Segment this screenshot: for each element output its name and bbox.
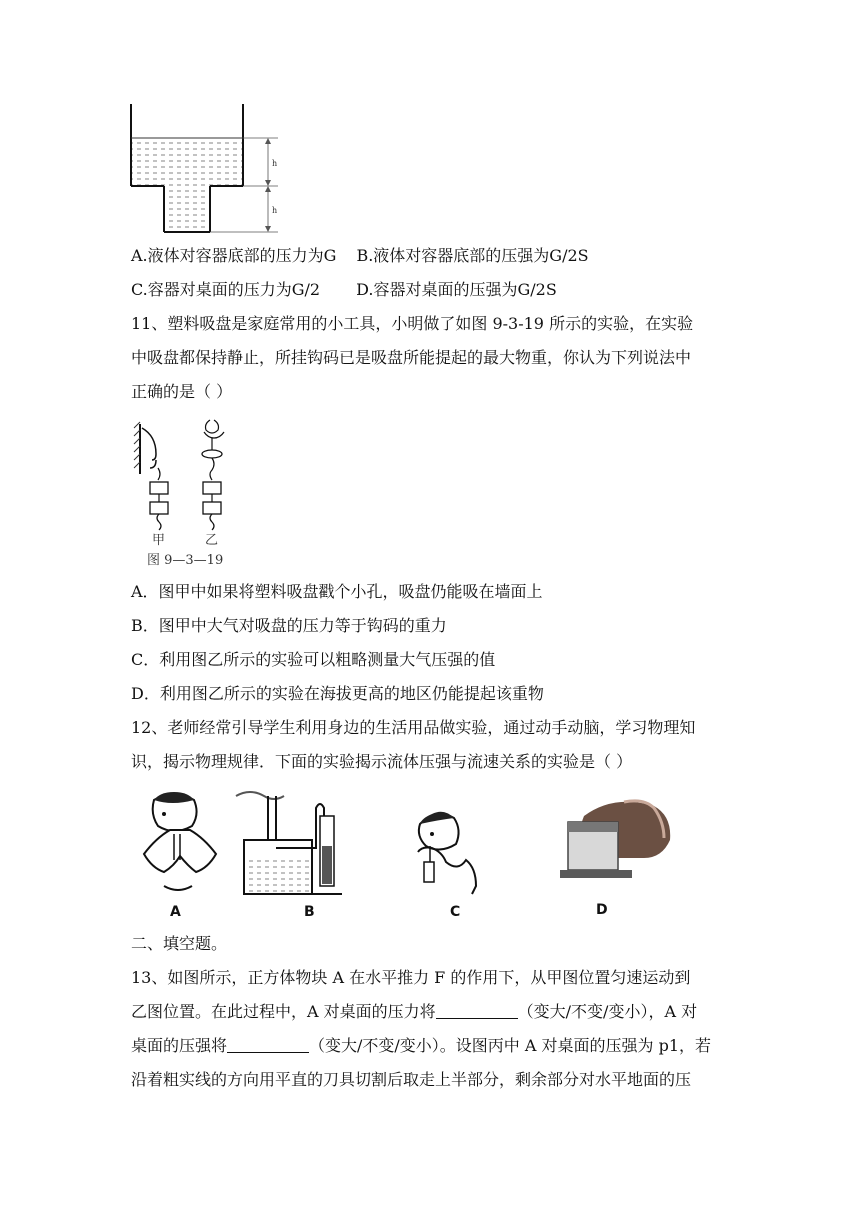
label-yi: 乙 [205,533,219,548]
label-a: A [170,904,181,920]
label-d: D [596,902,608,916]
q13-text-2b: （变大/不变/变小），A 对 [517,1002,698,1021]
label-c: C [450,904,461,920]
h-label-bottom: h [272,206,278,215]
q11-stem-line-3: 正确的是（ ） [131,382,233,401]
q11-stem-line-2: 中吸盘都保持静止，所挂钩码已是吸盘所能提起的最大物重，你认为下列说法中 [131,348,692,367]
q10-option-c: C.容器对桌面的压力为G/2 [131,280,321,299]
label-jia: 甲 [152,533,166,548]
q13-stem-line-1: 13、如图所示，正方体物块 A 在水平推力 F 的作用下，从甲图位置匀速运动到 [131,968,691,987]
experiment-d-figure [554,796,674,916]
q11-option-a: A．图甲中如果将塑料吸盘戳个小孔，吸盘仍能吸在墙面上 [131,582,543,601]
q10-options-row-2 [131,280,557,300]
label-b: B [304,904,315,920]
figure-caption: 图 9—3—19 [147,553,224,568]
suction-cup-figure [130,414,240,574]
answer-blank-2[interactable] [227,1036,309,1053]
section-fill-in-title: 二、填空题。 [131,934,228,953]
experiment-a-figure [134,790,222,920]
q13-stem-line-3 [131,1036,711,1056]
q11-option-d: D．利用图乙所示的实验在海拔更高的地区仍能提起该重物 [131,684,544,703]
experiment-c-figure [410,806,496,920]
q11-stem-line-1: 11、塑料吸盘是家庭常用的小工具，小明做了如图 9-3-19 所示的实验，在实验 [131,314,694,333]
q13-text-3b: （变大/不变/变小）。设图丙中 A 对桌面的压强为 p1，若 [309,1036,712,1055]
q11-option-b: B．图甲中大气对吸盘的压力等于钩码的重力 [131,616,447,635]
container-figure [128,104,288,234]
q13-stem-line-2 [131,1002,697,1022]
answer-blank-1[interactable] [436,1002,518,1019]
q13-text-2a: 乙图位置。在此过程中，A 对桌面的压力将 [131,1002,436,1021]
q13-text-3a: 桌面的压强将 [131,1036,228,1055]
q10-options-row-1 [131,246,589,266]
q10-option-d: D.容器对桌面的压强为G/2S [356,280,557,299]
q12-stem-line-1: 12、老师经常引导学生利用身边的生活用品做实验，通过动手动脑，学习物理知 [131,718,696,737]
q11-option-c: C．利用图乙所示的实验可以粗略测量大气压强的值 [131,650,496,669]
h-label-top: h [272,159,278,168]
q13-stem-line-4: 沿着粗实线的方向用平直的刀具切割后取走上半部分，剩余部分对水平地面的压 [131,1070,692,1089]
experiment-b-figure [232,786,350,920]
q10-option-b: B.液体对容器底部的压强为G/2S [356,246,589,265]
q12-stem-line-2: 识，揭示物理规律．下面的实验揭示流体压强与流速关系的实验是（ ） [131,752,633,771]
q10-option-a: A.液体对容器底部的压力为G [131,246,337,265]
